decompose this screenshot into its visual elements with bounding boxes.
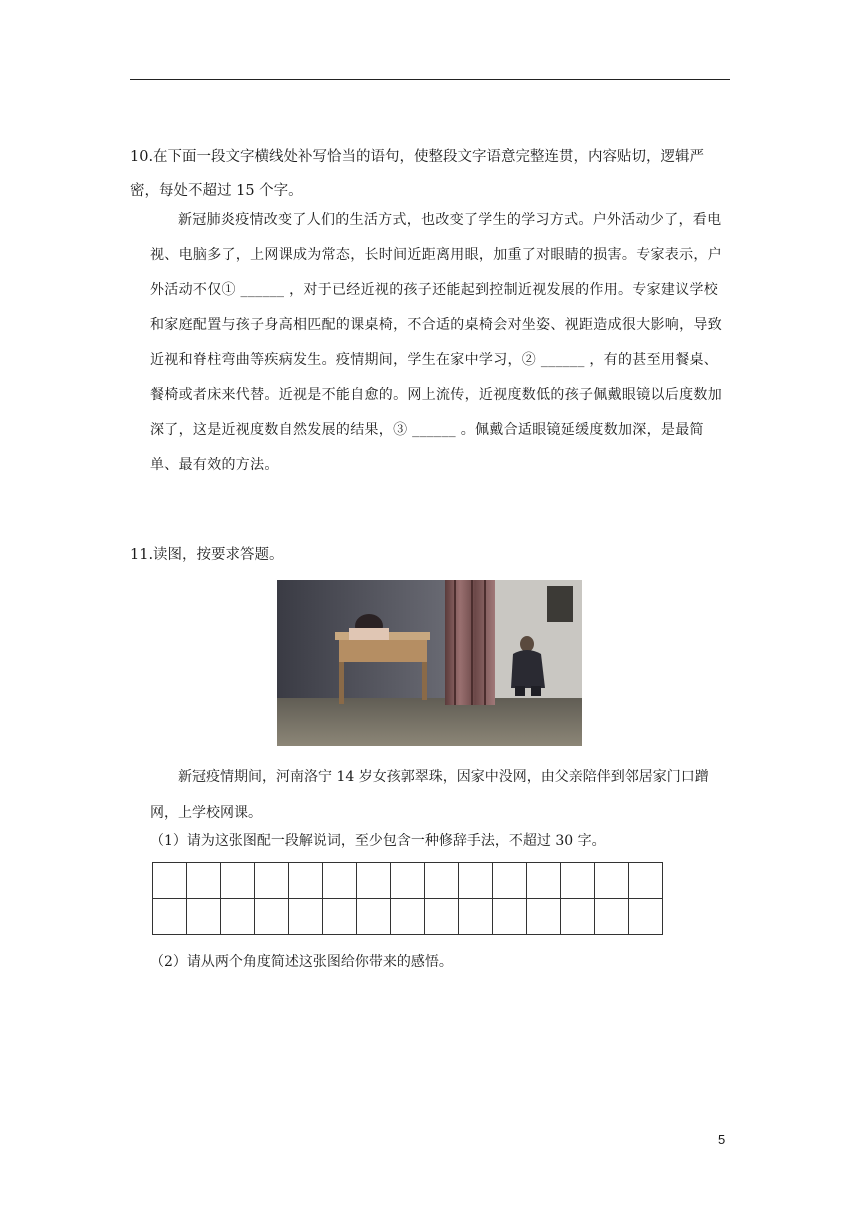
answer-grid-cell[interactable] (255, 899, 289, 935)
answer-grid-cell[interactable] (357, 899, 391, 935)
answer-grid-cell[interactable] (221, 899, 255, 935)
answer-grid-cell[interactable] (493, 863, 527, 899)
answer-grid-cell[interactable] (153, 863, 187, 899)
answer-grid-cell[interactable] (255, 863, 289, 899)
question-10-stem: 10.在下面一段文字横线处补写恰当的语句，使整段文字语意完整连贯，内容贴切，逻辑严密，每处不超过 15 个字。 (130, 149, 705, 199)
question-11-caption: 新冠疫情期间，河南洛宁 14 岁女孩郭翠珠，因家中没网，由父亲陪伴到邻居家门口蹭网，上学校网课。 (150, 769, 709, 821)
answer-grid-cell[interactable] (425, 899, 459, 935)
question-11-subquestion-1: （1）请为这张图配一段解说词，至少包含一种修辞手法，不超过 30 字。 (150, 833, 606, 849)
answer-grid-cell[interactable] (493, 899, 527, 935)
answer-grid-cell[interactable] (425, 863, 459, 899)
answer-grid-cell[interactable] (357, 863, 391, 899)
answer-grid-cell[interactable] (289, 899, 323, 935)
header-rule (130, 79, 730, 80)
answer-grid-cell[interactable] (561, 899, 595, 935)
answer-grid-cell[interactable] (459, 899, 493, 935)
answer-grid-cell[interactable] (323, 899, 357, 935)
question-11-photo (277, 580, 582, 746)
answer-grid-cell[interactable] (153, 899, 187, 935)
answer-grid-cell[interactable] (561, 863, 595, 899)
answer-grid-cell[interactable] (187, 863, 221, 899)
question-11-subquestion-2: （2）请从两个角度简述这张图给你带来的感悟。 (150, 954, 453, 970)
answer-grid[interactable] (152, 862, 663, 935)
page-number: 5 (718, 1132, 726, 1147)
answer-grid-cell[interactable] (595, 899, 629, 935)
answer-grid-cell[interactable] (221, 863, 255, 899)
answer-grid-cell[interactable] (289, 863, 323, 899)
question-11-stem: 11.读图，按要求答题。 (130, 547, 284, 563)
answer-grid-cell[interactable] (391, 863, 425, 899)
answer-grid-cell[interactable] (629, 863, 663, 899)
answer-grid-cell[interactable] (391, 899, 425, 935)
answer-grid-cell[interactable] (459, 863, 493, 899)
answer-grid-cell[interactable] (323, 863, 357, 899)
answer-grid-cell[interactable] (629, 899, 663, 935)
answer-grid-cell[interactable] (527, 899, 561, 935)
question-10-passage: 新冠肺炎疫情改变了人们的生活方式，也改变了学生的学习方式。户外活动少了，看电视、电脑多了，上网课成为常态，长时间近距离用眼，加重了对眼睛的损害。专家表示，户外活动不仅① ______ ，对于已经近视的孩子还能起到控制近视发展的作用。专家建议学校和家庭配置与孩子身高相匹配的课桌椅，不合适的桌椅会对坐姿、视距造成很大影响，导致近视和脊柱弯曲等疾病发生。疫情期间，学生在家中学习，② ______ ，有的甚至用餐桌、餐椅或者床来代替。近视是不能自愈的。网上流传，近视度数低的孩子佩戴眼镜以后度数加深了，这是近视度数自然发展的结果，③ ______ 。佩戴合适眼镜延缓度数加深，是最简单、最有效的方法。 (150, 212, 722, 473)
answer-grid-cell[interactable] (187, 899, 221, 935)
answer-grid-cell[interactable] (527, 863, 561, 899)
answer-grid-cell[interactable] (595, 863, 629, 899)
